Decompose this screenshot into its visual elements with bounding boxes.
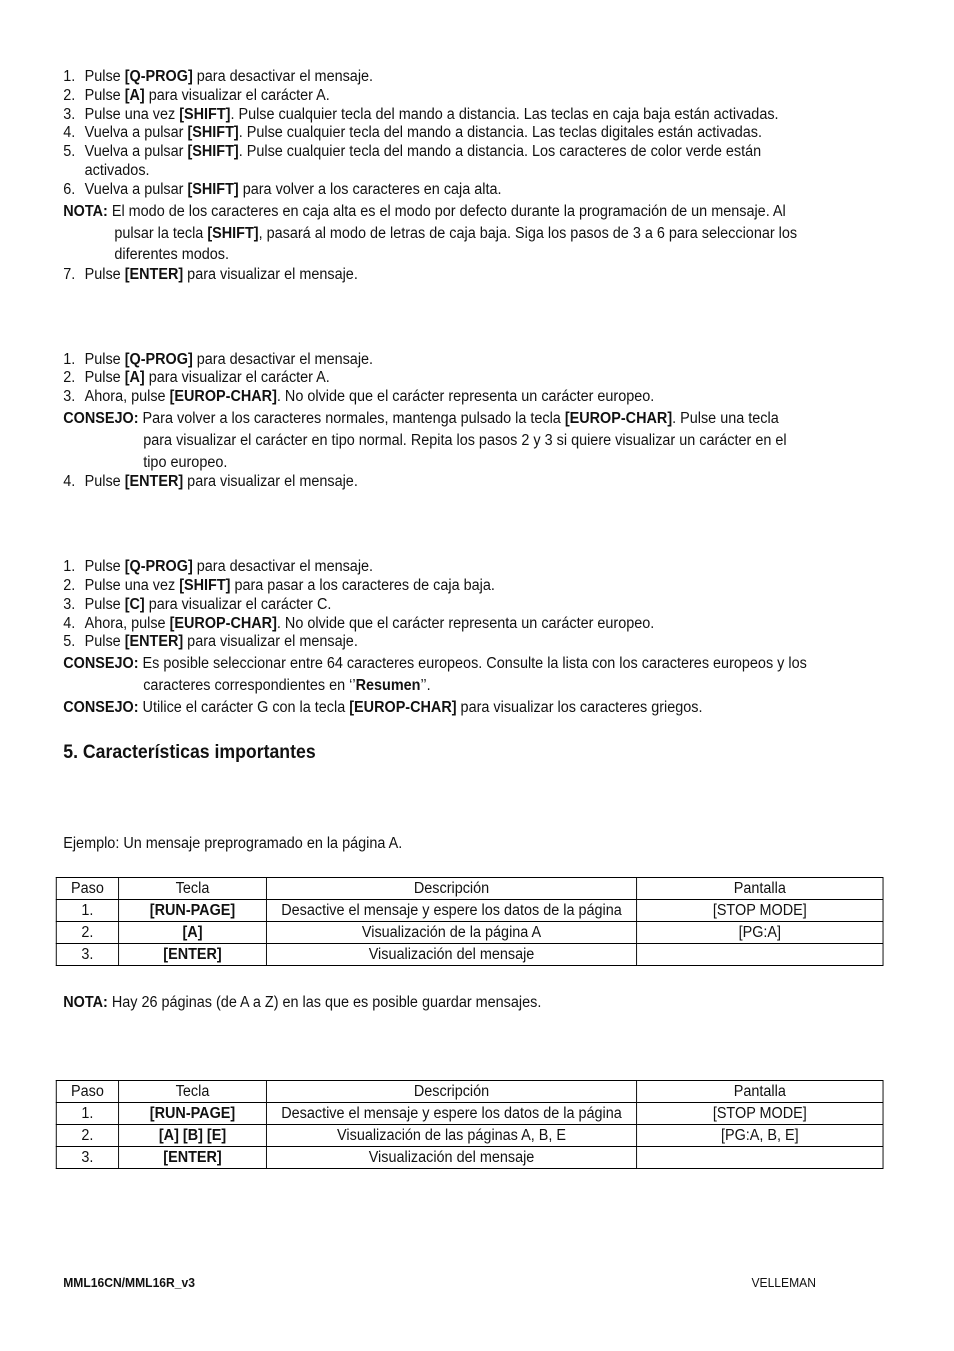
note: NOTA: Hay 26 páginas (de A a Z) en las que es posible guardar mensajes. bbox=[63, 994, 542, 1011]
list-item: 1. Pulse [Q-PROG] para desactivar el mensaje. bbox=[63, 558, 374, 575]
list-item: 2. Pulse [A] para visualizar el carácter A. bbox=[63, 369, 330, 386]
header-cell: Pantalla bbox=[637, 878, 883, 900]
table-cell: 1. bbox=[56, 900, 118, 922]
steps-table bbox=[56, 877, 884, 966]
table-cell: Desactive el mensaje y espere los datos de la página bbox=[266, 1103, 636, 1125]
table-cell: [A] [B] [E] bbox=[119, 1125, 267, 1147]
table-cell: 1. bbox=[56, 1103, 118, 1125]
table-row bbox=[56, 900, 883, 922]
header-cell: Tecla bbox=[119, 1081, 267, 1103]
table-cell bbox=[637, 1147, 883, 1169]
table-row bbox=[56, 1147, 883, 1169]
list-item: 2. Pulse [A] para visualizar el carácter A. bbox=[63, 87, 330, 104]
footer-model: MML16CN/MML16R_v3 bbox=[63, 1275, 195, 1290]
tip-continuation: para visualizar el carácter en tipo normal. Repita los pasos 2 y 3 si quiere visualizar un carácter en el bbox=[143, 432, 787, 449]
table-cell: Visualización de las páginas A, B, E bbox=[266, 1125, 636, 1147]
list-item: 1. Pulse [Q-PROG] para desactivar el mensaje. bbox=[63, 68, 374, 85]
list-item: 5. Pulse [ENTER] para visualizar el mensaje. bbox=[63, 633, 358, 650]
table-header bbox=[56, 878, 883, 900]
table-cell: [A] bbox=[119, 922, 267, 944]
list-item: 3. Pulse [C] para visualizar el carácter C. bbox=[63, 596, 332, 613]
table-cell: Desactive el mensaje y espere los datos de la página bbox=[266, 900, 636, 922]
table-row bbox=[56, 944, 883, 966]
example-text: Ejemplo: Un mensaje preprogramado en la página A. bbox=[63, 835, 403, 852]
table-cell: [ENTER] bbox=[119, 1147, 267, 1169]
section-heading: 5. Características importantes bbox=[63, 742, 316, 763]
tip-continuation: caracteres correspondientes en ‘’Resumen’’. bbox=[143, 677, 431, 694]
table-cell: [PG:A] bbox=[637, 922, 883, 944]
table-row bbox=[56, 1103, 883, 1125]
list-item: 4. Vuelva a pulsar [SHIFT]. Pulse cualquier tecla del mando a distancia. Las teclas digitales están activadas. bbox=[63, 124, 762, 141]
note: NOTA: El modo de los caracteres en caja alta es el modo por defecto durante la programación de un mensaje. Al bbox=[63, 203, 786, 220]
tip: CONSEJO: Es posible seleccionar entre 64 caracteres europeos. Consulte la lista con los caracteres europeos y los bbox=[63, 655, 807, 672]
table-cell: [STOP MODE] bbox=[637, 1103, 883, 1125]
header-cell: Paso bbox=[56, 1081, 118, 1103]
list-item-continuation: activados. bbox=[84, 162, 150, 179]
list-item: 6. Vuelva a pulsar [SHIFT] para volver a los caracteres en caja alta. bbox=[63, 181, 502, 198]
table-cell bbox=[637, 944, 883, 966]
list-item: 4. Ahora, pulse [EUROP-CHAR]. No olvide que el carácter representa un carácter europeo. bbox=[63, 615, 655, 632]
list-item: 3. Pulse una vez [SHIFT]. Pulse cualquier tecla del mando a distancia. Las teclas en caja baja están activadas. bbox=[63, 106, 779, 123]
tip-continuation: tipo europeo. bbox=[143, 454, 228, 471]
table-cell: Visualización de la página A bbox=[266, 922, 636, 944]
table-cell: 3. bbox=[56, 944, 118, 966]
table-row bbox=[56, 922, 883, 944]
table-cell: [STOP MODE] bbox=[637, 900, 883, 922]
table-row bbox=[56, 1125, 883, 1147]
tip: CONSEJO: Para volver a los caracteres normales, mantenga pulsado la tecla [EUROP-CHAR]. Pulse una tecla bbox=[63, 410, 779, 427]
table-cell: [RUN-PAGE] bbox=[119, 900, 267, 922]
table-cell: [RUN-PAGE] bbox=[119, 1103, 267, 1125]
table-cell: 2. bbox=[56, 922, 118, 944]
header-cell: Descripción bbox=[266, 1081, 636, 1103]
steps-table bbox=[56, 1080, 884, 1169]
table-cell: [ENTER] bbox=[119, 944, 267, 966]
header-cell: Descripción bbox=[266, 878, 636, 900]
list-item: 2. Pulse una vez [SHIFT] para pasar a los caracteres de caja baja. bbox=[63, 577, 495, 594]
list-item: 5. Vuelva a pulsar [SHIFT]. Pulse cualquier tecla del mando a distancia. Los caracteres de color verde están bbox=[63, 143, 762, 160]
table-cell: 2. bbox=[56, 1125, 118, 1147]
note-continuation: pulsar la tecla [SHIFT], pasará al modo de letras de caja baja. Siga los pasos de 3 a 6 para seleccionar los bbox=[114, 225, 798, 242]
table-header bbox=[56, 1081, 883, 1103]
list-item: 4. Pulse [ENTER] para visualizar el mensaje. bbox=[63, 473, 358, 490]
header-cell: Pantalla bbox=[637, 1081, 883, 1103]
tip: CONSEJO: Utilice el carácter G con la tecla [EUROP-CHAR] para visualizar los caracteres griegos. bbox=[63, 699, 703, 716]
header-cell: Tecla bbox=[119, 878, 267, 900]
footer-brand: VELLEMAN bbox=[751, 1275, 816, 1290]
list-item: 1. Pulse [Q-PROG] para desactivar el mensaje. bbox=[63, 351, 374, 368]
table-cell: [PG:A, B, E] bbox=[637, 1125, 883, 1147]
table-cell: Visualización del mensaje bbox=[266, 944, 636, 966]
list-item: 7. Pulse [ENTER] para visualizar el mensaje. bbox=[63, 266, 358, 283]
table-cell: Visualización del mensaje bbox=[266, 1147, 636, 1169]
table-cell: 3. bbox=[56, 1147, 118, 1169]
list-item: 3. Ahora, pulse [EUROP-CHAR]. No olvide que el carácter representa un carácter europeo. bbox=[63, 388, 655, 405]
note-continuation: diferentes modos. bbox=[114, 246, 229, 263]
header-cell: Paso bbox=[56, 878, 118, 900]
